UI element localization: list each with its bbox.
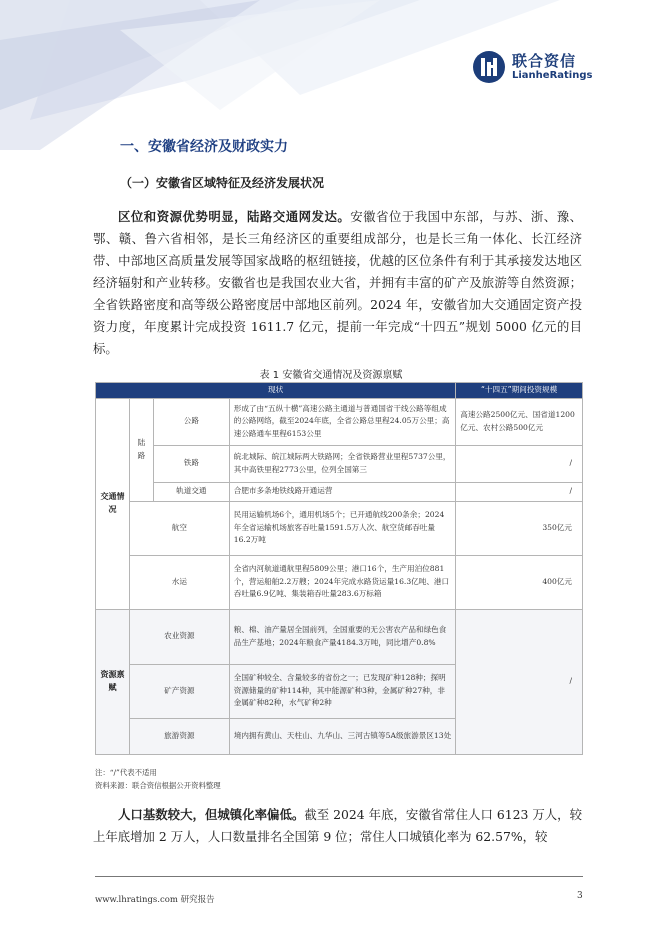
traffic-resource-table [95,382,583,755]
lianhe-logo-icon [472,50,506,84]
cell-rail-status: 皖北城际、皖江城际两大铁路网；全省铁路营业里程5737公里，其中高铁里程2773公里，位列全国第三 [229,445,455,482]
footer-divider [95,876,583,877]
row-label-tourism: 旅游资源 [129,718,229,754]
paragraph-body: 安徽省位于我国中东部，与苏、浙、豫、鄂、赣、鲁六省相邻，是长三角经济区的重要组成部分，也是长三角一体化、长江经济带、中部地区高质量发展等国家战略的枢纽链接，优越的区位条件有利于其承接发达地区经济辐射和产业转移。安徽省也是我国农业大省，并拥有丰富的矿产及旅游等自然资源；全省铁路密度和高等级公路密度居中部地区前列。2024 年，安徽省加大交通固定资产投资力度，年度累计完成投资 1611.7 亿元，提前一年完成“十四五”规划 5000 亿元的目标。 [93,209,583,356]
section-title: 一、安徽省经济及财政实力 [120,139,288,155]
row-label-agri: 农业资源 [129,609,229,664]
cell-metro-status: 合肥市多条地铁线路开通运营 [229,482,455,501]
category-resources: 资源禀赋 [96,609,130,754]
table-note: 注：“/”代表不适用 [95,768,157,777]
table-row [96,445,583,482]
row-label-water: 水运 [129,555,229,609]
table-row [96,555,583,609]
table-row [96,398,583,445]
header-status: 现状 [96,383,456,399]
logo-name-cn: 联合资信 [512,51,577,70]
section-subtitle: （一）安徽省区域特征及经济发展状况 [120,176,325,190]
table-row [96,609,583,664]
table-title: 表 1 安徽省交通情况及资源禀赋 [259,370,403,381]
cell-resources-investment: / [456,609,583,754]
cell-air-investment: 350亿元 [456,501,583,555]
footer-site: www.lhratings.com 研究报告 [95,895,215,905]
paragraph-population [93,804,582,848]
page-number: 3 [577,891,583,901]
logo-name-en: LianheRatings [512,69,593,81]
table-source: 资料来源：联合资信根据公开资料整理 [95,781,221,790]
cell-rail-investment: / [456,445,583,482]
cell-road-investment: 高速公路2500亿元、国省道1200亿元、农村公路500亿元 [456,398,583,445]
company-logo [472,50,592,84]
table-row [96,501,583,555]
row-label-mineral: 矿产资源 [129,664,229,718]
row-label-road: 公路 [153,398,229,445]
cell-road-status: 形成了由“五纵十横”高速公路主通道与普通国省干线公路等组成的公路网络，截至2024年底，全省公路总里程24.05万公里；高速公路通车里程6153公里 [229,398,455,445]
row-label-metro: 轨道交通 [153,482,229,501]
subcategory-land: 陆路 [129,398,153,501]
paragraph-location [93,206,582,360]
cell-air-status: 民用运输机场6个，通用机场5个；已开通航线200条余；2024年全省运输机场旅客吞吐量1591.5万人次、航空货邮吞吐量16.2万吨 [229,501,455,555]
table-header-row [96,383,583,399]
cell-water-status: 全省内河航道通航里程5809公里；港口16个，生产用泊位881个，营运船舶2.2万艘；2024年完成水路货运量16.3亿吨、港口吞吐量6.9亿吨、集装箱吞吐量283.6万标箱 [229,555,455,609]
cell-mineral-status: 全国矿种较全、含量较多的省份之一；已发现矿种128种；探明资源储量的矿种114种，其中能源矿种3种，金属矿种27种，非金属矿种82种，水气矿种2种 [229,664,455,718]
paragraph-lead: 区位和资源优势明显，陆路交通网发达。 [118,209,351,224]
cell-metro-investment: / [456,482,583,501]
category-traffic: 交通情况 [96,398,130,609]
header-investment: “十四五”期间投资规模 [456,383,583,399]
paragraph-lead: 人口基数较大，但城镇化率偏低。 [118,807,305,822]
cell-agri-status: 粮、棉、油产量居全国前列，全国重要的无公害农产品和绿色食品生产基地；2024年粮食产量4184.3万吨，同比增产0.8% [229,609,455,664]
table-row [96,482,583,501]
paragraph-body: 截至 2024 年底，安徽省常住人口 6123 万人，较上年底增加 2 万人，人口数量排名全国第 9 位；常住人口城镇化率为 62.57%，较 [93,807,582,844]
cell-tourism-status: 境内拥有黄山、天柱山、九华山、三河古镇等5A级旅游景区13处 [229,718,455,754]
row-label-air: 航空 [129,501,229,555]
cell-water-investment: 400亿元 [456,555,583,609]
row-label-rail: 铁路 [153,445,229,482]
